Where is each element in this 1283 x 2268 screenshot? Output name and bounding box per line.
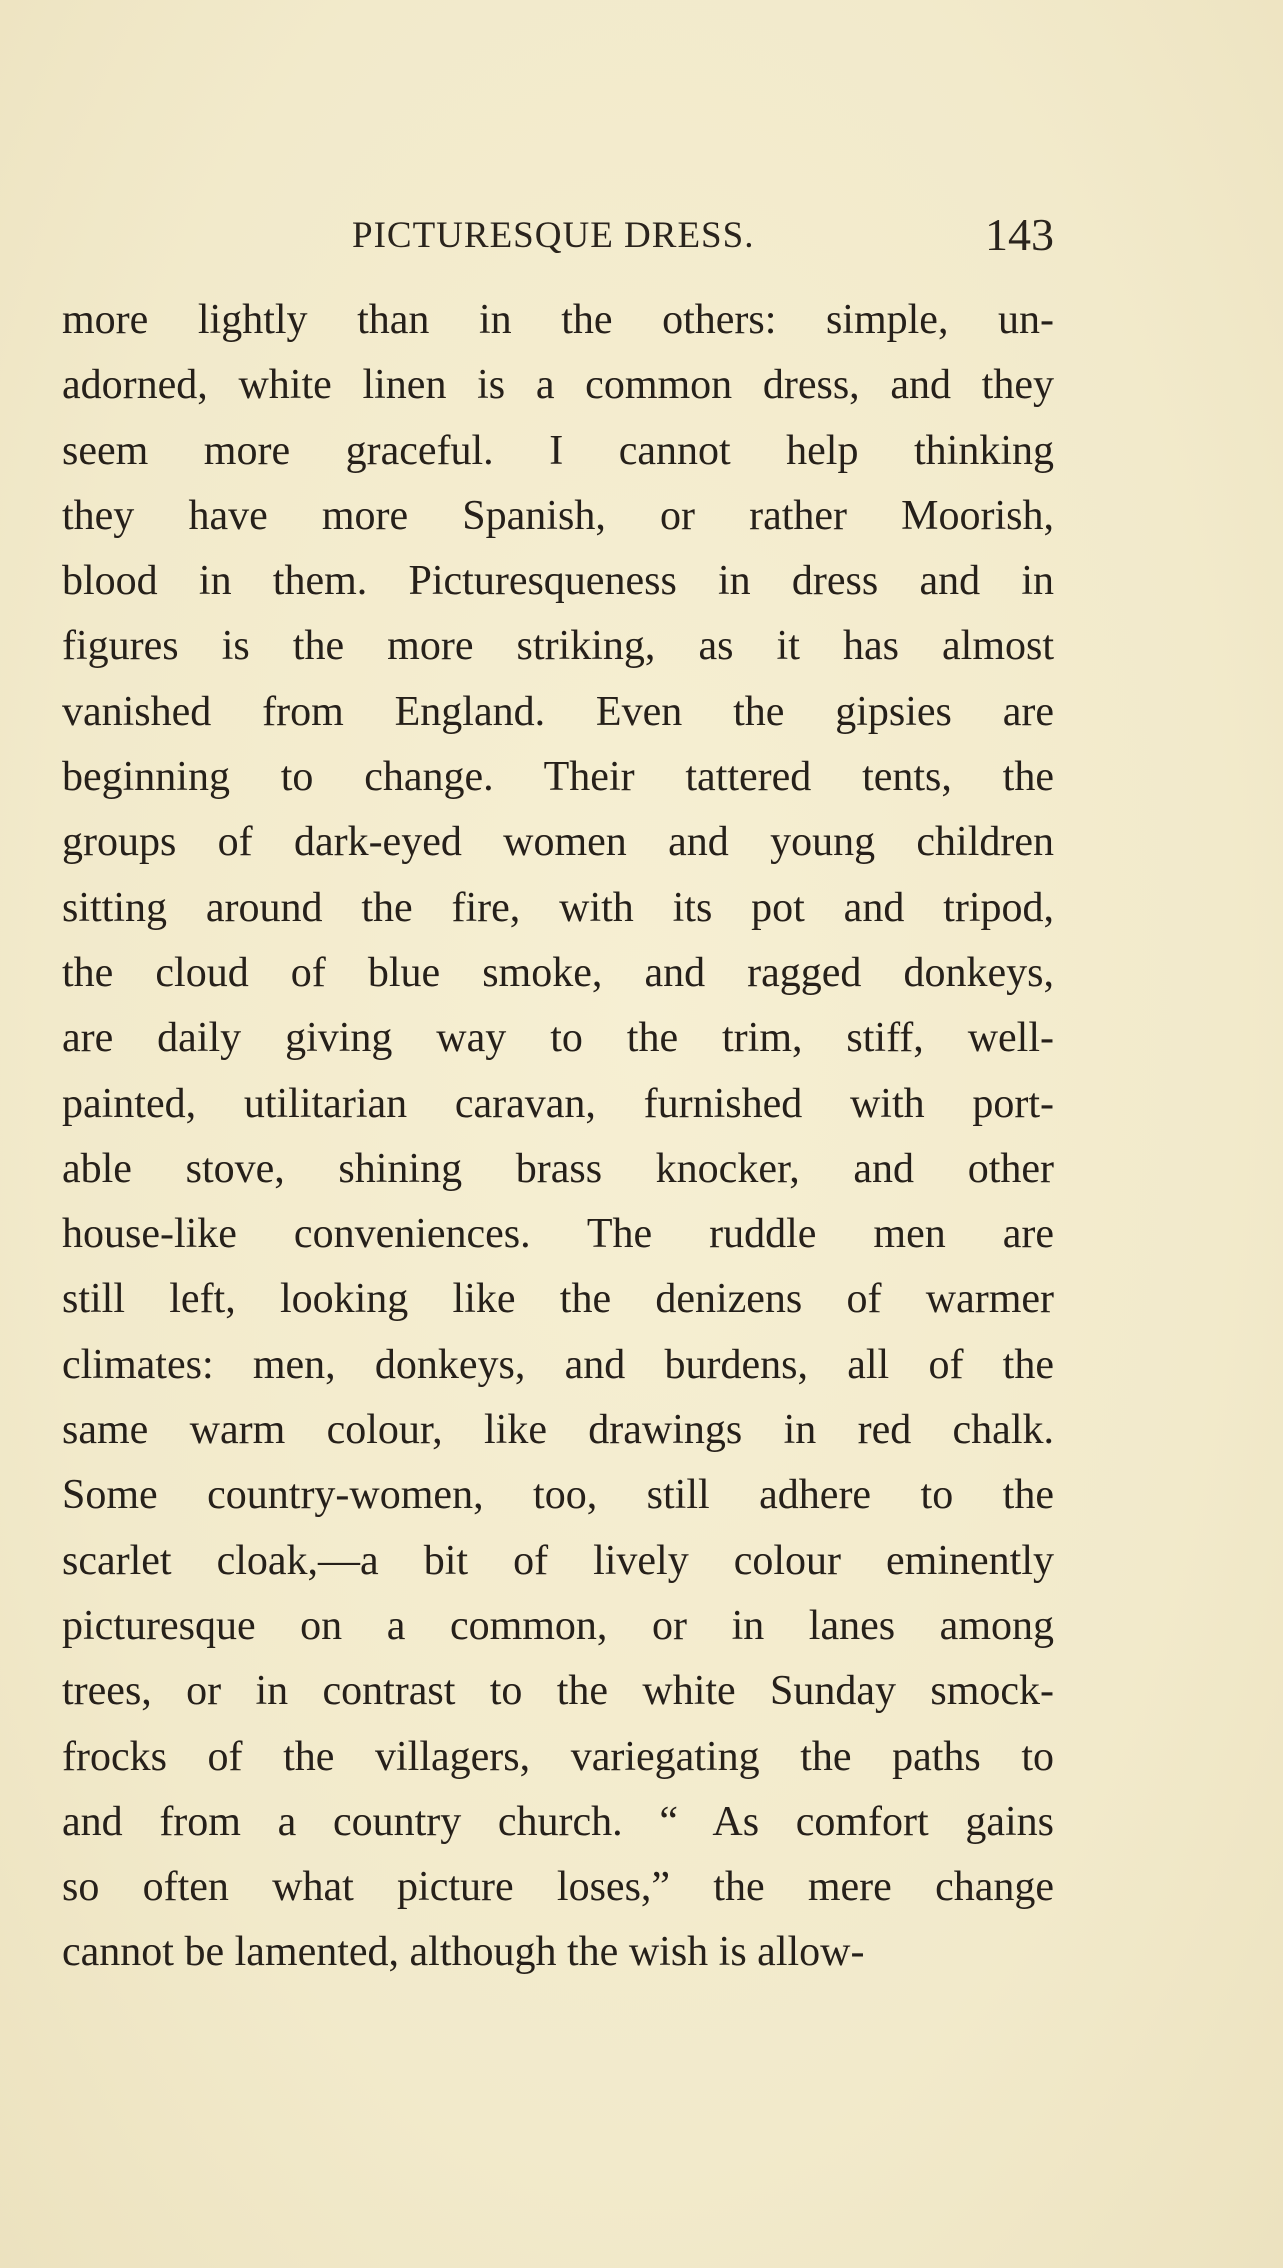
running-head: PICTURESQUE DRESS. [352,215,755,256]
page-number: 143 [985,209,1054,260]
text-line: and from a country church. “ As comfort gains [62,1798,1054,1845]
text-line: able stove, shining brass knocker, and other [62,1145,1054,1192]
text-line: trees, or in contrast to the white Sunday smock- [62,1668,1054,1715]
text-line: painted, utilitarian caravan, furnished with port- [62,1080,1054,1127]
text-line: are daily giving way to the trim, stiff, well- [62,1015,1054,1062]
text-line: cannot be lamented, although the wish is allow- [62,1929,865,1976]
text-line: picturesque on a common, or in lanes among [62,1602,1054,1649]
page-header [62,208,1054,268]
text-line: sitting around the fire, with its pot and tripod, [62,884,1054,931]
text-line: scarlet cloak,—a bit of lively colour eminently [62,1537,1054,1584]
text-line: figures is the more striking, as it has almost [62,623,1054,670]
text-line: same warm colour, like drawings in red chalk. [62,1407,1054,1454]
text-line: the cloud of blue smoke, and ragged donkeys, [62,949,1054,996]
text-line: frocks of the villagers, variegating the paths to [62,1733,1054,1780]
text-line: they have more Spanish, or rather Moorish, [62,492,1054,539]
text-line: seem more graceful. I cannot help thinking [62,427,1054,474]
text-line: climates: men, donkeys, and burdens, all of the [62,1341,1054,1388]
text-line: still left, looking like the denizens of warmer [62,1276,1054,1323]
text-line: beginning to change. Their tattered tents, the [62,754,1054,801]
text-line: Some country-women, too, still adhere to the [62,1472,1054,1519]
body-text [62,288,1054,1986]
text-line: adorned, white linen is a common dress, and they [62,362,1054,409]
text-line: blood in them. Picturesqueness in dress and in [62,558,1054,605]
text-line: vanished from England. Even the gipsies are [62,688,1054,735]
text-line: so often what picture loses,” the mere change [62,1864,1054,1911]
text-line: house-like conveniences. The ruddle men are [62,1211,1054,1258]
text-line: more lightly than in the others: simple, un- [62,297,1054,343]
text-line: groups of dark-eyed women and young children [62,819,1054,866]
